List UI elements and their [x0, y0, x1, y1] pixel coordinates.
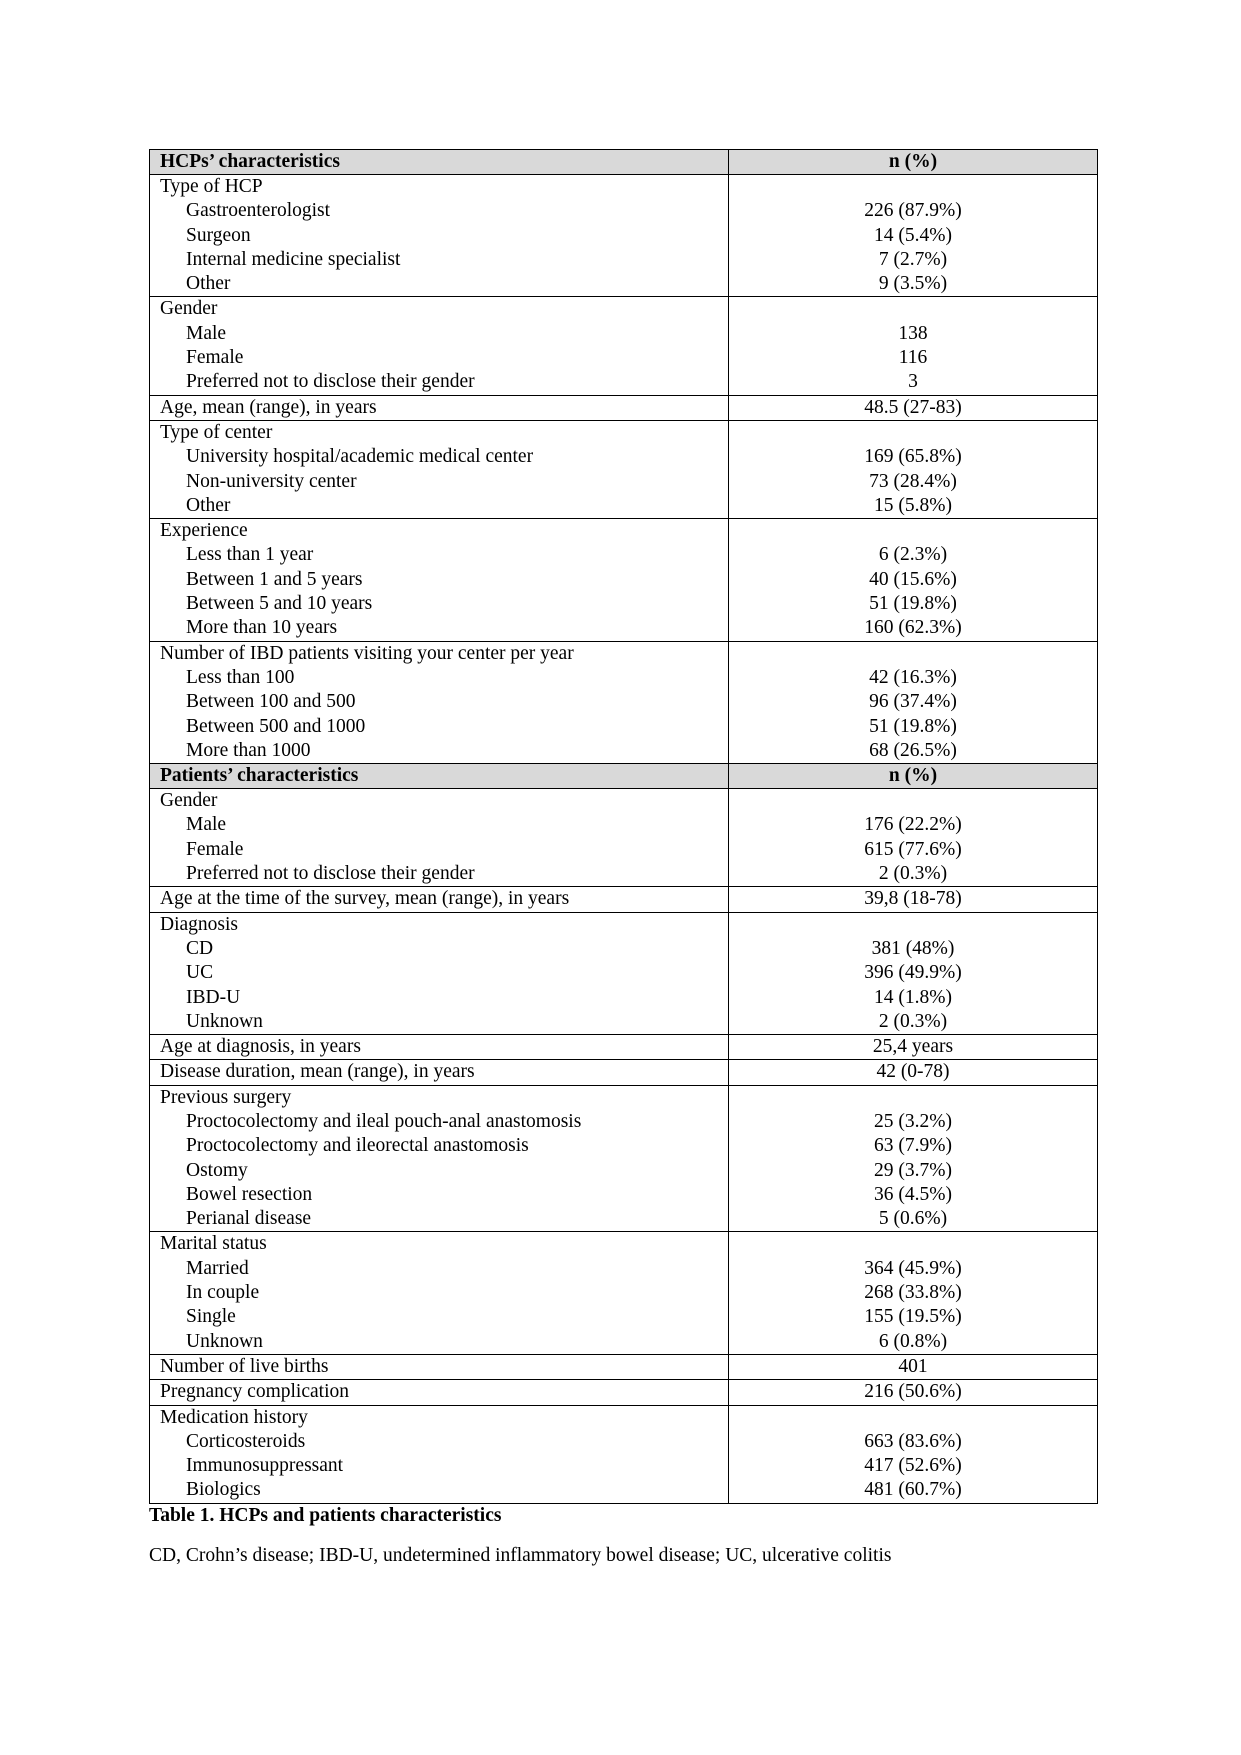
- row-label-cell: [150, 1035, 729, 1060]
- row-label-cell: [150, 912, 729, 1034]
- table-row: [150, 1232, 1098, 1354]
- row-value-cell: [729, 789, 1098, 887]
- table-row: [150, 789, 1098, 887]
- group-value: [739, 421, 1087, 445]
- row-value-cell: [729, 1085, 1098, 1232]
- row-value-cell: [729, 175, 1098, 297]
- item-label: University hospital/academic medical center: [186, 446, 534, 468]
- item-value: 417 (52.6%): [864, 1455, 962, 1477]
- table-row: [150, 1060, 1098, 1085]
- row-label-cell: [150, 297, 729, 395]
- section-header-row: [150, 150, 1098, 175]
- section-header-label: HCPs’ characteristics: [150, 150, 729, 175]
- item-value: 73 (28.4%): [869, 470, 957, 492]
- table-row: [150, 297, 1098, 395]
- table-row: [150, 1085, 1098, 1232]
- item-label: Unknown: [186, 1330, 263, 1352]
- row-label-cell: [150, 420, 729, 518]
- characteristics-table: [149, 149, 1098, 1504]
- item-label: Corticosteroids: [186, 1430, 306, 1452]
- item-value: 14 (1.8%): [874, 986, 952, 1008]
- group-title: Age, mean (range), in years: [160, 396, 377, 418]
- section-header-label: Patients’ characteristics: [150, 764, 729, 789]
- item-value: 2 (0.3%): [878, 1010, 948, 1032]
- item-value: 381 (48%): [871, 937, 955, 959]
- group-title: Pregnancy complication: [160, 1381, 349, 1403]
- item-label: In couple: [186, 1282, 260, 1304]
- group-title: Marital status: [160, 1233, 267, 1255]
- item-label: More than 1000: [186, 739, 311, 761]
- item-label: Immunosuppressant: [186, 1455, 344, 1477]
- row-label-cell: [150, 789, 729, 887]
- row-value-cell: [729, 912, 1098, 1034]
- group-title: Previous surgery: [160, 1086, 292, 1108]
- table-row: [150, 1035, 1098, 1060]
- row-value-cell: [729, 395, 1098, 420]
- row-label-cell: [150, 519, 729, 641]
- group-value: 48.5 (27-83): [864, 396, 962, 418]
- item-value: 63 (7.9%): [874, 1135, 952, 1157]
- group-value: [739, 642, 1087, 666]
- item-value: 268 (33.8%): [864, 1282, 962, 1304]
- row-value-cell: [729, 1380, 1098, 1405]
- row-value-cell: [729, 297, 1098, 395]
- item-value: 6 (0.8%): [878, 1330, 948, 1352]
- item-value: 3: [908, 371, 918, 393]
- table-row: [150, 1380, 1098, 1405]
- group-value: [739, 1086, 1087, 1110]
- row-value-cell: [729, 1405, 1098, 1503]
- group-value: [739, 1406, 1087, 1430]
- group-title: Gender: [160, 790, 218, 812]
- group-value: [739, 297, 1087, 321]
- group-value: [739, 175, 1087, 199]
- item-value: 138: [898, 322, 928, 344]
- item-value: 481 (60.7%): [864, 1479, 962, 1501]
- item-value: 29 (3.7%): [874, 1159, 952, 1181]
- item-label: Single: [186, 1306, 236, 1328]
- row-value-cell: [729, 641, 1098, 763]
- row-label-cell: [150, 175, 729, 297]
- row-label-cell: [150, 395, 729, 420]
- row-value-cell: [729, 1035, 1098, 1060]
- item-label: Between 500 and 1000: [186, 715, 366, 737]
- item-value: 96 (37.4%): [869, 691, 957, 713]
- group-value: [739, 913, 1087, 937]
- characteristics-table-body: [150, 150, 1098, 1504]
- table-caption: Table 1. HCPs and patients characteristics: [149, 1504, 502, 1526]
- group-title: Diagnosis: [160, 913, 238, 935]
- group-title: Disease duration, mean (range), in years: [160, 1061, 475, 1083]
- row-value-cell: [729, 519, 1098, 641]
- item-label: Male: [186, 322, 227, 344]
- group-value: 216 (50.6%): [864, 1381, 962, 1403]
- item-label: Non-university center: [186, 470, 357, 492]
- item-label: Less than 100: [186, 666, 295, 688]
- item-label: Between 1 and 5 years: [186, 568, 363, 590]
- table-row: [150, 175, 1098, 297]
- item-label: Married: [186, 1257, 249, 1279]
- group-value: 42 (0-78): [876, 1061, 950, 1083]
- item-label: Other: [186, 494, 231, 516]
- group-value: 401: [898, 1355, 928, 1377]
- row-value-cell: [729, 1060, 1098, 1085]
- item-value: 14 (5.4%): [874, 224, 952, 246]
- item-value: 176 (22.2%): [864, 814, 962, 836]
- item-label: Between 100 and 500: [186, 691, 356, 713]
- table-row: [150, 641, 1098, 763]
- row-label-cell: [150, 1060, 729, 1085]
- item-value: 7 (2.7%): [878, 248, 948, 270]
- item-value: 15 (5.8%): [874, 494, 952, 516]
- item-value: 40 (15.6%): [869, 568, 957, 590]
- item-label: Gastroenterologist: [186, 200, 331, 222]
- group-title: Type of center: [160, 421, 273, 443]
- table-row: [150, 395, 1098, 420]
- item-label: Biologics: [186, 1479, 261, 1501]
- item-label: Proctocolectomy and ileorectal anastomosis: [186, 1135, 529, 1157]
- item-value: 36 (4.5%): [874, 1183, 952, 1205]
- group-title: Experience: [160, 520, 248, 542]
- group-title: Number of IBD patients visiting your center per year: [160, 642, 574, 664]
- item-label: Less than 1 year: [186, 544, 314, 566]
- row-value-cell: [729, 1232, 1098, 1354]
- item-value: 6 (2.3%): [878, 544, 948, 566]
- row-label-cell: [150, 641, 729, 763]
- item-value: 226 (87.9%): [864, 200, 962, 222]
- item-value: 615 (77.6%): [864, 838, 962, 860]
- item-label: Internal medicine specialist: [186, 248, 401, 270]
- item-label: Perianal disease: [186, 1208, 312, 1230]
- item-label: Proctocolectomy and ileal pouch-anal anastomosis: [186, 1110, 582, 1132]
- group-value: 39,8 (18-78): [864, 888, 962, 910]
- item-label: Female: [186, 838, 244, 860]
- item-value: 116: [898, 347, 928, 369]
- item-value: 2 (0.3%): [878, 863, 948, 885]
- group-value: 25,4 years: [872, 1036, 954, 1058]
- group-title: Medication history: [160, 1406, 308, 1428]
- item-value: 9 (3.5%): [878, 273, 948, 295]
- item-value: 364 (45.9%): [864, 1257, 962, 1279]
- group-title: Number of live births: [160, 1355, 329, 1377]
- table-row: [150, 1354, 1098, 1379]
- group-title: Gender: [160, 298, 218, 320]
- item-label: Between 5 and 10 years: [186, 593, 373, 615]
- row-label-cell: [150, 887, 729, 912]
- item-value: 155 (19.5%): [864, 1306, 962, 1328]
- table-row: [150, 912, 1098, 1034]
- item-label: Surgeon: [186, 224, 251, 246]
- item-value: 51 (19.8%): [869, 715, 957, 737]
- group-title: Type of HCP: [160, 176, 263, 197]
- group-value: [739, 789, 1087, 813]
- item-value: 51 (19.8%): [869, 593, 957, 615]
- item-value: 42 (16.3%): [869, 666, 957, 688]
- item-label: Unknown: [186, 1010, 263, 1032]
- item-label: Preferred not to disclose their gender: [186, 371, 475, 393]
- table-row: [150, 1405, 1098, 1503]
- item-value: 160 (62.3%): [864, 617, 962, 639]
- row-label-cell: [150, 1232, 729, 1354]
- item-label: CD: [186, 937, 214, 959]
- item-value: 663 (83.6%): [864, 1430, 962, 1452]
- document-page: [149, 149, 1097, 1568]
- item-label: Ostomy: [186, 1159, 248, 1181]
- group-title: Age at diagnosis, in years: [160, 1036, 361, 1058]
- row-label-cell: [150, 1354, 729, 1379]
- item-value: 68 (26.5%): [869, 739, 957, 761]
- group-value: [739, 1232, 1087, 1256]
- section-header-row: [150, 764, 1098, 789]
- row-value-cell: [729, 1354, 1098, 1379]
- item-value: 169 (65.8%): [864, 446, 962, 468]
- item-value: 5 (0.6%): [878, 1208, 948, 1230]
- table-footnote: CD, Crohn’s disease; IBD-U, undetermined inflammatory bowel disease; UC, ulcerative colitis: [149, 1544, 892, 1566]
- item-label: Male: [186, 814, 227, 836]
- item-label: Other: [186, 273, 231, 295]
- item-label: More than 10 years: [186, 617, 338, 639]
- item-label: Female: [186, 347, 244, 369]
- row-label-cell: [150, 1085, 729, 1232]
- item-value: 25 (3.2%): [874, 1110, 952, 1132]
- row-label-cell: [150, 1380, 729, 1405]
- row-value-cell: [729, 420, 1098, 518]
- section-header-value: n (%): [729, 764, 1098, 789]
- item-label: IBD-U: [186, 986, 241, 1008]
- row-value-cell: [729, 887, 1098, 912]
- section-header-value: n (%): [729, 150, 1098, 175]
- table-row: [150, 420, 1098, 518]
- item-label: Preferred not to disclose their gender: [186, 863, 475, 885]
- item-label: Bowel resection: [186, 1183, 313, 1205]
- table-row: [150, 887, 1098, 912]
- table-row: [150, 519, 1098, 641]
- item-value: 396 (49.9%): [864, 962, 962, 984]
- row-label-cell: [150, 1405, 729, 1503]
- group-value: [739, 519, 1087, 543]
- group-title: Age at the time of the survey, mean (range), in years: [160, 888, 570, 910]
- item-label: UC: [186, 962, 214, 984]
